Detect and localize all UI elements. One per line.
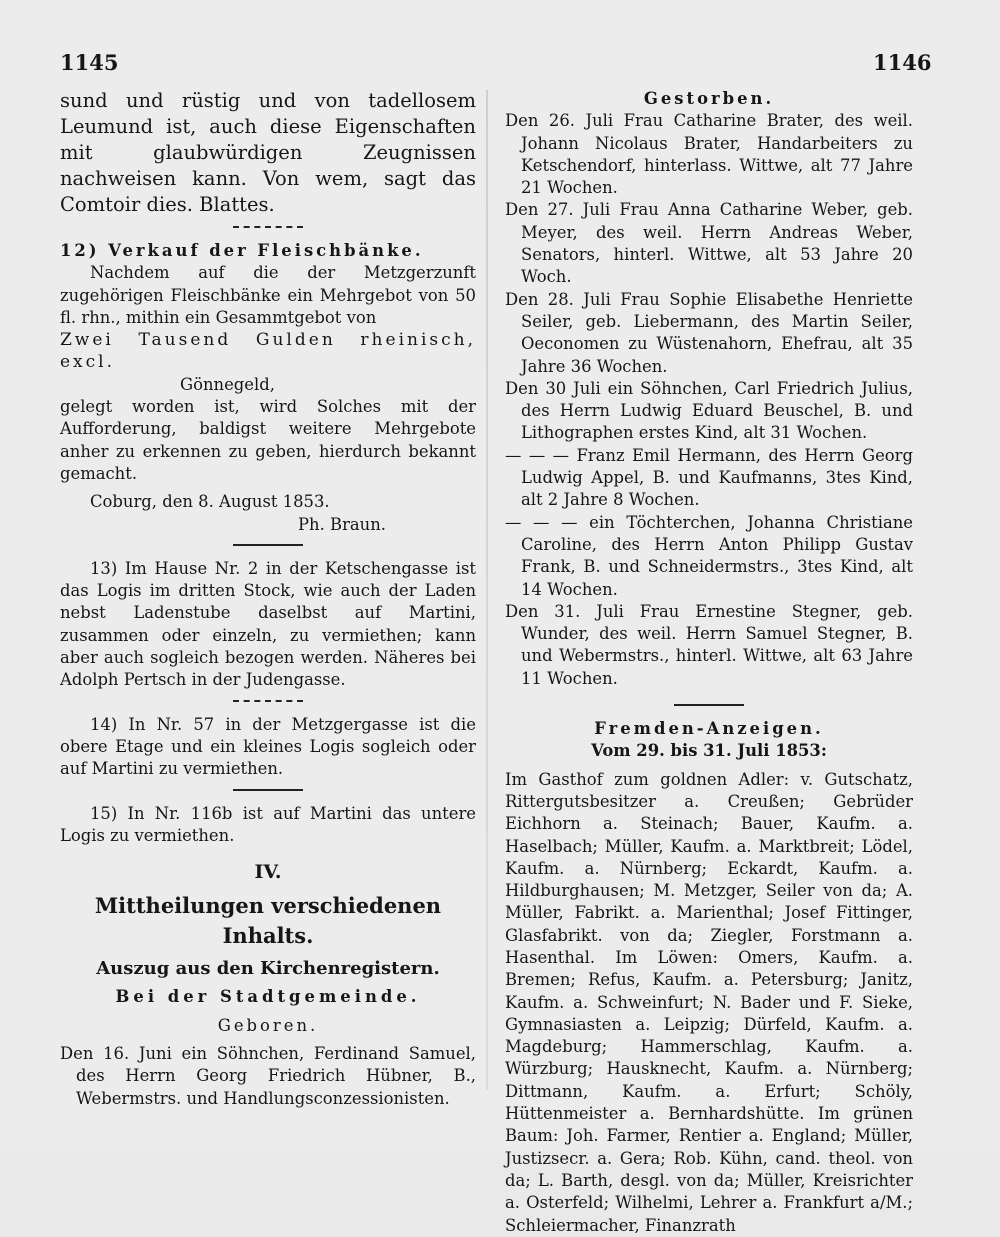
column-gutter <box>486 90 488 1090</box>
section-title: Mittheilungen verschiedenen Inhalts. <box>94 893 442 949</box>
ad-12-date: Coburg, den 8. August 1853. <box>90 492 330 512</box>
death-entry: Den 28. Juli Frau Sophie Elisabethe Henriette Seiler, geb. Liebermann, des Martin Seiler, Oeconomen zu Wüstenahorn, Ehefrau, alt 35 Jahre 36 Wochen. <box>505 289 913 376</box>
ad-14: 14) In Nr. 57 in der Metzgergasse ist die obere Etage und ein kleines Logis sogleich oder auf Martini zu vermiethen. <box>60 714 476 779</box>
parish-heading: Bei der Stadtgemeinde. <box>115 987 421 1007</box>
divider <box>233 700 303 702</box>
death-entry: — — — ein Töchterchen, Johanna Christiane Caroline, des Herrn Anton Philipp Gustav Frank, B. und Schneidermstrs., 3tes Kind, alt 14 Wochen. <box>505 512 913 599</box>
ad-12-amount: Zwei Tausend Gulden rheinisch, excl. <box>60 330 476 373</box>
death-entry: Den 26. Juli Frau Catharine Brater, des weil. Johann Nicolaus Brater, Handarbeiters zu Ketschendorf, hinterlass. Wittwe, alt 77 Jahre 21 Wochen. <box>505 111 913 198</box>
ad-15: 15) In Nr. 116b ist auf Martini das untere Logis zu vermiethen. <box>60 803 476 845</box>
subsection-title: Auszug aus den Kirchenregistern. <box>96 958 440 980</box>
ad-12-heading: 12) Verkauf der Fleischbänke. <box>60 241 424 260</box>
ad-13: 13) Im Hause Nr. 2 in der Ketschengasse ist das Logis im dritten Stock, wie auch der Laden nebst Ladenstube daselbst auf Martini, zusammen oder einzeln, zu vermiethen; kann aber auch sogleich bezogen werden. Näheres bei Adolph Pertsch in der Judengasse. <box>60 558 476 690</box>
ad-12-amount-cont: Gönnegeld, <box>180 374 275 394</box>
left-page-number: 1145 <box>60 50 119 75</box>
death-entry: Den 27. Juli Frau Anna Catharine Weber, geb. Meyer, des weil. Herrn Andreas Weber, Senators, hinterl. Wittwe, alt 53 Jahre 20 Woch. <box>505 200 913 287</box>
divider <box>233 226 303 228</box>
died-heading: Gestorben. <box>643 89 775 108</box>
born-heading: Geboren. <box>217 1015 319 1035</box>
death-entry: Den 30 Juli ein Söhnchen, Carl Friedrich Julius, des Herrn Ludwig Eduard Beuschel, B. und Lithographen erstes Kind, alt 31 Wochen. <box>505 378 913 443</box>
continuation-paragraph: sund und rüstig und von tadellosem Leumund ist, auch diese Eigenschaften mit glaubwürdigen Zeugnissen nachweisen kann. Von wem, sagt das Comtoir dies. Blattes. <box>60 89 476 216</box>
divider <box>674 704 744 706</box>
divider <box>233 789 303 791</box>
section-number: IV. <box>254 861 282 884</box>
left-column <box>60 88 476 1110</box>
divider <box>233 544 303 546</box>
death-entry: Den 31. Juli Frau Ernestine Stegner, geb. Wunder, des weil. Herrn Samuel Stegner, B. und Webermstrs., hinterl. Wittwe, alt 63 Jahre 11 Wochen. <box>505 601 913 688</box>
visitors-list: Im Gasthof zum goldnen Adler: v. Gutschatz, Rittergutsbesitzer a. Creußen; Gebrüder Eichhorn a. Steinach; Bauer, Kaufm. a. Haselbach; Müller, Kaufm. a. Marktbreit; Lödel, Kaufm. a. Nürnberg; Eckardt, Kaufm. a. Hildburghausen; M. Metzger, Seiler von da; A. Müller, Fabrikt. a. Marienthal; Josef Fittinger, Glasfabrikt. von da; Ziegler, Forstmann a. Hasenthal. Im Löwen: Omers, Kaufm. a. Bremen; Refus, Kaufm. a. Petersburg; Janitz, Kaufm. a. Schweinfurt; N. Bader und F. Sieke, Gymnasiasten a. Leipzig; Dürfeld, Kaufm. a. Magdeburg; Hammerschlag, Kaufm. a. Würzburg; Hausknecht, Kaufm. a. Nürnberg; Dittmann, Kaufm. a. Erfurt; Schöly, Hüttenmeister a. Bernhardshütte. Im grünen Baum: Joh. Farmer, Rentier a. England; Müller, Justizsecr. a. Gera; Rob. Kühn, cand. theol. von da; L. Barth, desgl. von da; Müller, Kreisrichter a. Osterfeld; Wilhelmi, Lehrer a. Frankfurt a/M.; Schleiermacher, Finanzrath <box>505 769 913 1235</box>
death-entry: — — — Franz Emil Hermann, des Herrn Georg Ludwig Appel, B. und Kaufmanns, 3tes Kind, alt 2 Jahre 8 Wochen. <box>505 445 913 510</box>
ad-12-body-cont: gelegt worden ist, wird Solches mit der Aufforderung, baldigst weitere Mehrgebote anher zu erkennen zu geben, hierdurch bekannt gemacht. <box>60 397 476 483</box>
born-entry: Den 16. Juni ein Söhnchen, Ferdinand Samuel, des Herrn Georg Friedrich Hübner, B., Webermstrs. und Handlungsconzessionisten. <box>60 1044 476 1108</box>
ad-12-body: Nachdem auf die der Metzgerzunft zugehörigen Fleischbänke ein Mehrgebot von 50 fl. rhn., mithin ein Gesammtgebot von <box>60 263 476 327</box>
right-column <box>505 88 913 1237</box>
visitors-period: Vom 29. bis 31. Juli 1853: <box>591 741 827 761</box>
ad-12-signature: Ph. Braun. <box>298 514 386 534</box>
right-page-number: 1146 <box>873 50 932 75</box>
visitors-heading: Fremden-Anzeigen. <box>594 719 824 739</box>
